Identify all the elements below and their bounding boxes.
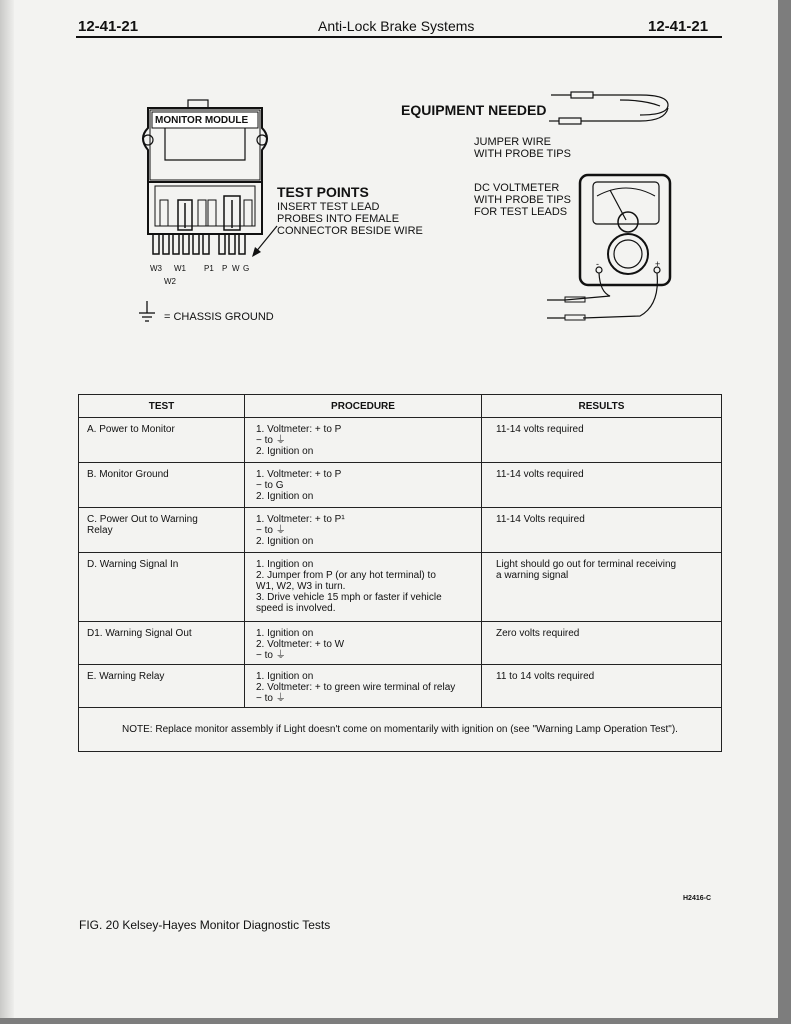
terminal-p: P bbox=[222, 264, 228, 273]
test-points-title: TEST POINTS bbox=[277, 184, 369, 200]
test-cell: C. Power Out to Warning Relay bbox=[87, 514, 198, 536]
note-text: NOTE: Replace monitor assembly if Light doesn't come on momentarily with ignition on (see "Warning Lamp Operation Test"). bbox=[79, 708, 722, 752]
diagnostic-test-table bbox=[78, 394, 722, 752]
terminal-w1: W1 bbox=[174, 264, 186, 273]
test-points-text: INSERT TEST LEAD PROBES INTO FEMALE CONNECTOR BESIDE WIRE bbox=[277, 201, 423, 237]
table-row bbox=[79, 463, 722, 508]
result-cell: Zero volts required bbox=[496, 628, 580, 639]
header-procedure: PROCEDURE bbox=[245, 395, 482, 418]
result-cell: 11-14 volts required bbox=[496, 424, 584, 435]
table-note-row bbox=[79, 708, 722, 752]
table-row bbox=[79, 508, 722, 553]
result-cell: 11 to 14 volts required bbox=[496, 671, 595, 682]
result-cell: 11-14 volts required bbox=[496, 469, 584, 480]
test-cell: E. Warning Relay bbox=[87, 671, 165, 682]
figure-caption: FIG. 20 Kelsey-Hayes Monitor Diagnostic Tests bbox=[79, 918, 331, 932]
jumper-wire-label: JUMPER WIRE WITH PROBE TIPS bbox=[474, 136, 571, 160]
terminal-w3: W3 bbox=[150, 264, 162, 273]
procedure-cell: 1. Ignition on 2. Voltmeter: + to W − to ⏚ bbox=[256, 628, 345, 661]
procedure-cell: 1. Voltmeter: + to P¹ − to ⏚ 2. Ignition on bbox=[256, 514, 345, 547]
table-row bbox=[79, 622, 722, 665]
table-header-row bbox=[79, 395, 722, 418]
monitor-module-label: MONITOR MODULE bbox=[155, 115, 249, 126]
table-row bbox=[79, 665, 722, 708]
meter-minus-label: - bbox=[596, 259, 599, 269]
page-number-right: 12-41-21 bbox=[648, 18, 709, 35]
test-cell: B. Monitor Ground bbox=[87, 469, 169, 480]
procedure-cell: 1. Ingition on 2. Jumper from P (or any hot terminal) to W1, W2, W3 in turn. 3. Drive vehicle 15 mph or faster if vehicle speed is involved. bbox=[256, 559, 442, 614]
terminal-w: W bbox=[232, 264, 240, 273]
result-cell: Light should go out for terminal receiving a warning signal bbox=[496, 559, 677, 581]
test-cell: D1. Warning Signal Out bbox=[87, 628, 192, 639]
table-row bbox=[79, 418, 722, 463]
figure-code: H2416-C bbox=[683, 895, 712, 902]
terminal-g: G bbox=[243, 264, 250, 273]
result-cell: 11-14 Volts required bbox=[496, 514, 585, 525]
terminal-p1: P1 bbox=[204, 264, 214, 273]
test-cell: D. Warning Signal In bbox=[87, 559, 179, 570]
equipment-needed-title: EQUIPMENT NEEDED bbox=[401, 102, 547, 118]
meter-plus-label: + bbox=[655, 259, 661, 269]
page-header-title: Anti-Lock Brake Systems bbox=[318, 18, 475, 34]
procedure-cell: 1. Voltmeter: + to P − to ⏚ 2. Ignition on bbox=[256, 424, 342, 457]
chassis-ground-label: = CHASSIS GROUND bbox=[164, 311, 274, 323]
procedure-cell: 1. Ignition on 2. Voltmeter: + to green wire terminal of relay − to ⏚ bbox=[256, 671, 456, 704]
voltmeter-label: DC VOLTMETER WITH PROBE TIPS FOR TEST LEADS bbox=[474, 182, 571, 218]
header-test: TEST bbox=[79, 395, 245, 418]
page-number-left: 12-41-21 bbox=[78, 18, 139, 35]
monitor-module-illustration bbox=[0, 0, 778, 380]
test-cell: A. Power to Monitor bbox=[87, 424, 175, 435]
table-row bbox=[79, 553, 722, 622]
procedure-cell: 1. Voltmeter: + to P − to G 2. Ignition on bbox=[256, 469, 342, 502]
header-results: RESULTS bbox=[482, 395, 722, 418]
terminal-w2: W2 bbox=[164, 277, 176, 286]
